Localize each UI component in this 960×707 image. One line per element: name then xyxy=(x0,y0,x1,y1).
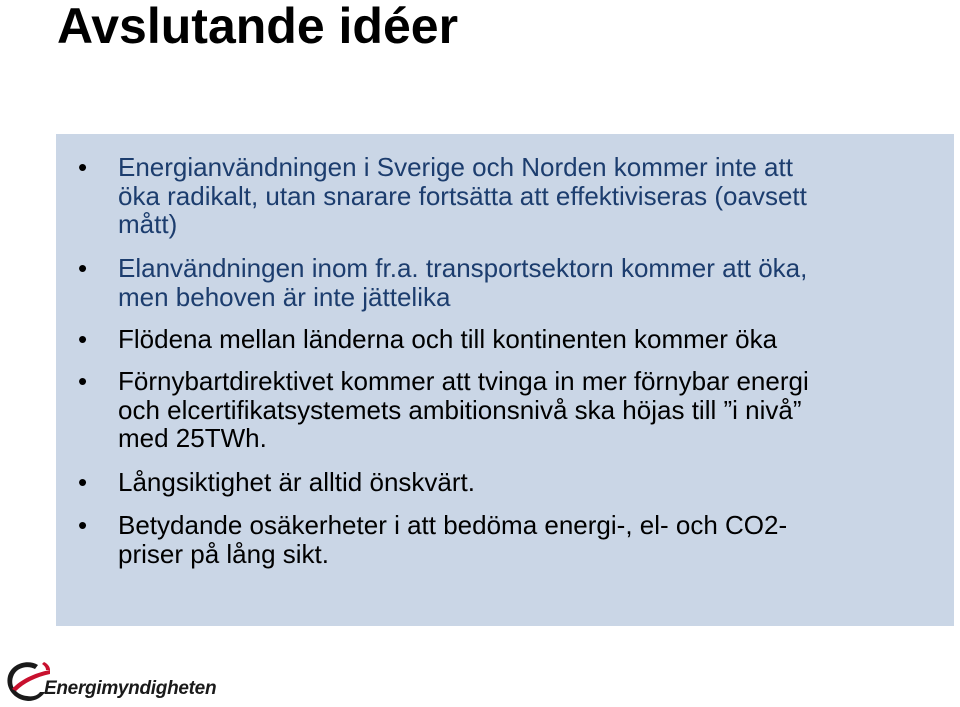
bullet-text: Flödena mellan länderna och till kontinenten kommer öka xyxy=(118,324,778,354)
bullet-item xyxy=(56,153,954,239)
logo xyxy=(4,656,304,706)
bullet-text: Energianvändningen i Sverige och Norden kommer inte att öka radikalt, utan snarare fortsätta att effektiviseras (oavsett mått) xyxy=(118,152,807,239)
bullet-icon: • xyxy=(78,253,88,283)
bullet-icon: • xyxy=(78,467,88,497)
bullet-item xyxy=(56,254,954,311)
content-box xyxy=(56,134,954,626)
bullet-item xyxy=(56,468,954,497)
bullet-item xyxy=(56,325,954,354)
bullet-item xyxy=(56,511,954,568)
logo-text: Energimyndigheten xyxy=(44,678,217,699)
bullet-text: Elanvändningen inom fr.a. transportsektorn kommer att öka, men behoven är inte jättelika xyxy=(118,253,808,312)
bullet-icon: • xyxy=(78,324,88,354)
bullet-text: Långsiktighet är alltid önskvärt. xyxy=(118,467,475,497)
bullet-icon: • xyxy=(78,366,88,396)
bullet-icon: • xyxy=(78,510,88,540)
bullet-text: Förnybartdirektivet kommer att tvinga in mer förnybar energi och elcertifikatsystemets ambitionsnivå ska höjas till ”i nivå” med 25TWh. xyxy=(118,366,809,453)
bullet-icon: • xyxy=(78,152,88,182)
bullet-item xyxy=(56,367,954,453)
slide-title: Avslutande idéer xyxy=(57,0,459,54)
bullet-text: Betydande osäkerheter i att bedöma energi-, el- och CO2- priser på lång sikt. xyxy=(118,510,788,569)
